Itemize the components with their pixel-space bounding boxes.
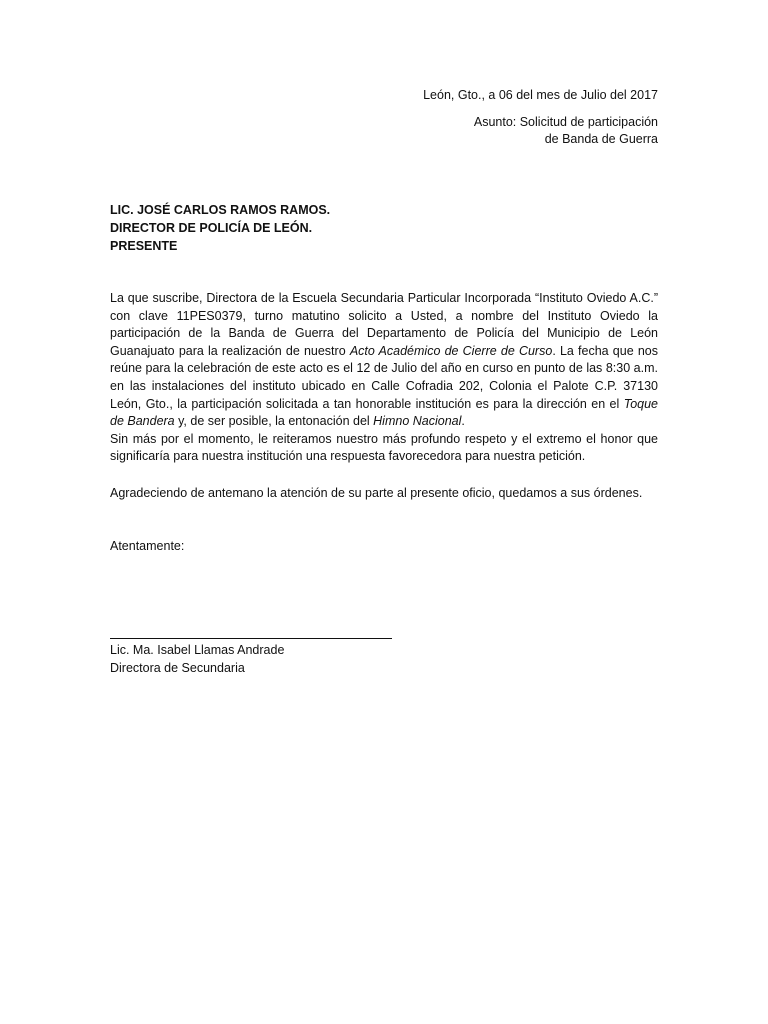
recipient-title: DIRECTOR DE POLICÍA DE LEÓN. [110, 221, 313, 235]
body-paragraph-2-text: Agradeciendo de antemano la atención de su parte al presente oficio, quedamos a sus órdenes. [110, 486, 643, 500]
signature-line [110, 638, 392, 639]
recipient-presente: PRESENTE [110, 239, 178, 253]
signer-role: Directora de Secundaria [110, 661, 245, 675]
recipient-block [110, 201, 330, 255]
body-text-segment: . [461, 414, 465, 429]
event-name-emphasis: Acto Académico de Cierre de Curso [349, 343, 553, 358]
body-paragraph-2 [110, 485, 658, 503]
body-text-segment: . La fecha que nos reúne para la celebración de este acto es el 12 de Julio del año en curso en punto de las 8:30 a.m. en las instalaciones del instituto ubicado en Calle Cofradia 202, Colonia el Palote C.P. 37130 León, Gto., la participación solicitada a tan honorable institución es para la dirección en el [110, 343, 659, 411]
subject-line-1: Asunto: Solicitud de participación [473, 115, 658, 129]
body-paragraph-1-text [110, 290, 658, 431]
date-line: León, Gto., a 06 del mes de Julio del 2017 [423, 88, 658, 102]
body-text-segment: y, de ser posible, la entonación del [174, 414, 374, 429]
body-paragraph-1 [110, 290, 658, 466]
himno-nacional-emphasis: Himno Nacional [373, 414, 462, 429]
toque-bandera-emphasis: Toque de Bandera [110, 396, 658, 429]
subject-block [474, 114, 658, 148]
signer-name: Lic. Ma. Isabel Llamas Andrade [110, 643, 285, 657]
body-text-segment: La que suscribe, Directora de la Escuela Secundaria Particular Incorporada “Instituto Oviedo A.C.” con clave 11PES0379, turno matutino solicito a Usted, a nombre del Instituto Oviedo la participación de la Banda de Guerra del Departamento de Policía del Municipio de León Guanajuato para la realización de nuestro [110, 291, 658, 358]
closing-text: Atentamente: [110, 539, 185, 553]
recipient-name: LIC. JOSÉ CARLOS RAMOS RAMOS. [110, 203, 331, 217]
signature-block [110, 641, 284, 677]
body-paragraph-1-second: Sin más por el momento, le reiteramos nuestro más profundo respeto y el extremo el honor que significaría para nuestra institución una respuesta favorecedora para nuestra petición. [110, 431, 658, 464]
subject-line-2: de Banda de Guerra [544, 132, 658, 146]
